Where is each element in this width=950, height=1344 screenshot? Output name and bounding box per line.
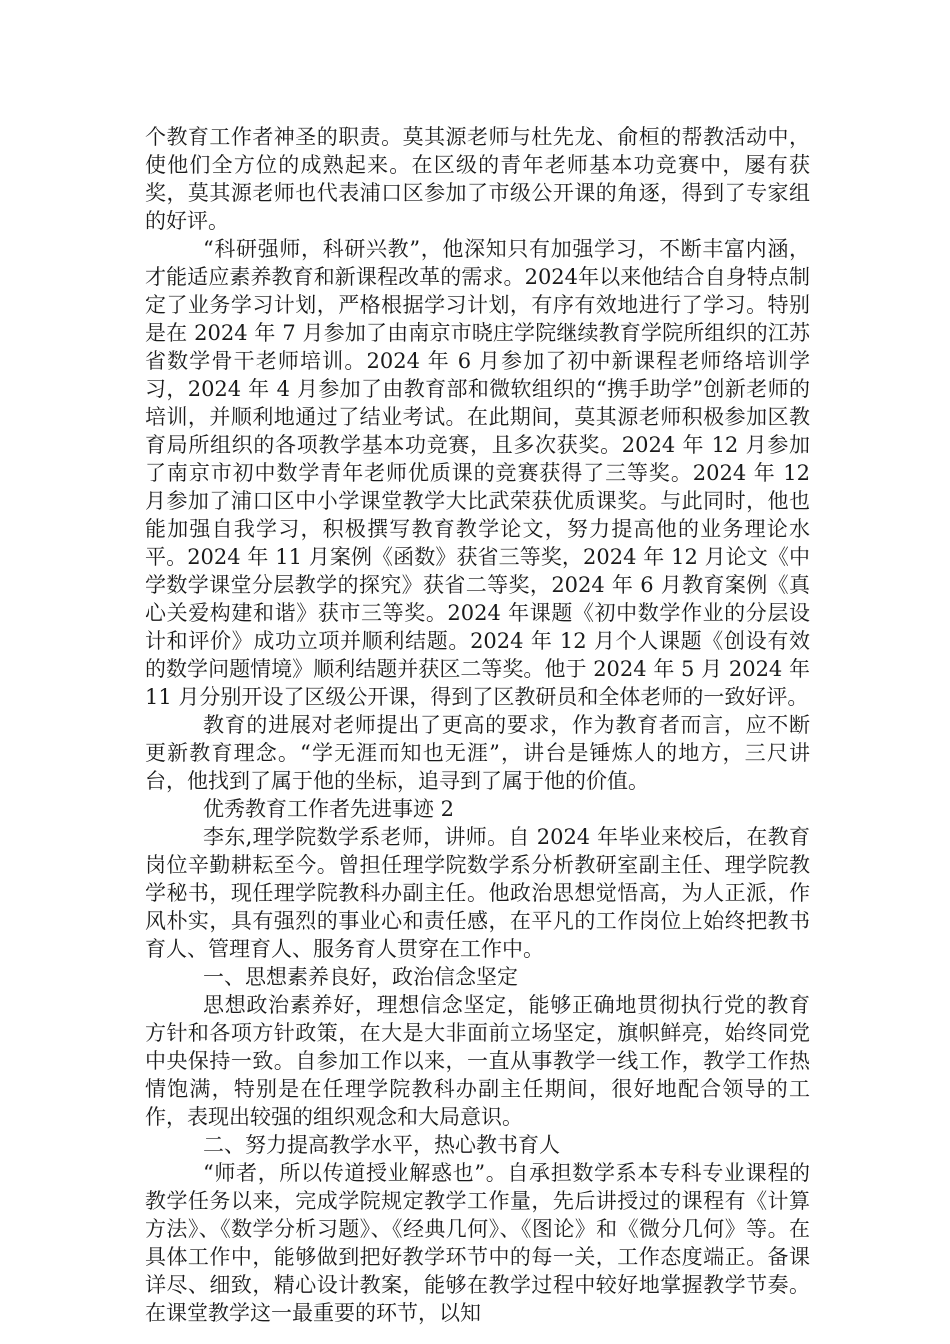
paragraph-research: “科研强师，科研兴教”，他深知只有加强学习，不断丰富内涵，才能适应素养教育和新课程改革的需求。2024年以来他结合自身特点制定了业务学习计划，严格根据学习计划，有序有效地进行了学习。特别是在 2024 年 7 月参加了由南京市晓庄学院继续教育学院所组织的江苏省数学骨干老师培训。2024 年 6 月参加了初中新课程老师络培训学习，2024 年 4 月参加了由教育部和微软组织的“携手助学”创新老师的培训，并顺利地通过了结业考试。在此期间，莫其源老师积极参加区教育局所组织的各项教学基本功竞赛，且多次获奖。2024 年 12 月参加了南京市初中数学青年老师优质课的竞赛获得了三等奖。2024 年 12 月参加了浦口区中小学课堂教学大比武荣获优质课奖。与此同时，他也能加强自我学习，积极撰写教育教学论文，努力提高他的业务理论水平。2024 年 11 月案例《函数》获省三等奖，2024 年 12 月论文《中学数学课堂分层教学的探究》获省二等奖，2024 年 6 月教育案例《真心关爱构建和谐》获市三等奖。2024 年课题《初中数学作业的分层设计和评价》成功立项并顺利结题。2024 年 12 月个人课题《创设有效的数学问题情境》顺利结题并获区二等奖。他于 2024 年 5 月 2024 年 11 月分别开设了区级公开课，得到了区教研员和全体老师的一致好评。 xyxy=(145,237,810,709)
paragraph-teaching: “师者，所以传道授业解惑也”。自承担数学系本专科专业课程的教学任务以来，完成学院规定教学工作量，先后讲授过的课程有《计算方法》、《数学分析习题》、《经典几何》、《图论》和《微分几何》等。在具体工作中，能够做到把好教学环节中的每一关，工作态度端正。备课详尽、细致，精心设计教案，能够在教学过程中较好地掌握教学节奏。在课堂教学这一最重要的环节，以知 xyxy=(145,1161,810,1325)
paragraph-continuation: 个教育工作者神圣的职责。莫其源老师与杜先龙、俞桓的帮教活动中，使他们全方位的成熟起来。在区级的青年老师基本功竞赛中，屡有获奖，莫其源老师也代表浦口区参加了市级公开课的角逐，得到了专家组的好评。 xyxy=(145,125,810,233)
section-heading-2: 二、努力提高教学水平，热心教书育人 xyxy=(203,1133,560,1157)
document-page xyxy=(145,123,810,1327)
paragraph-li-dong-intro: 李东,理学院数学系老师，讲师。自 2024 年毕业来校后，在教育岗位辛勤耕耘至今。曾担任理学院数学系分析教研室副主任、理学院教学秘书，现任理学院教科办副主任。他政治思想觉悟高，为人正派，作风朴实，具有强烈的事业心和责任感，在平凡的工作岗位上始终把教书育人、管理育人、服务育人贯穿在工作中。 xyxy=(145,825,810,961)
paragraph-education-progress: 教育的进展对老师提出了更高的要求，作为教育者而言，应不断更新教育理念。“学无涯而知也无涯”，讲台是锤炼人的地方，三尺讲台，他找到了属于他的坐标，追寻到了属于他的价值。 xyxy=(145,713,810,793)
section-heading-1: 一、思想素养良好，政治信念坚定 xyxy=(203,965,518,989)
section-title: 优秀教育工作者先进事迹 2 xyxy=(203,797,455,821)
paragraph-political: 思想政治素养好，理想信念坚定，能够正确地贯彻执行党的教育方针和各项方针政策，在大是大非面前立场坚定，旗帜鲜亮，始终同党中央保持一致。自参加工作以来，一直从事教学一线工作，教学工作热情饱满，特别是在任理学院教科办副主任期间，很好地配合领导的工作，表现出较强的组织观念和大局意识。 xyxy=(145,993,810,1129)
